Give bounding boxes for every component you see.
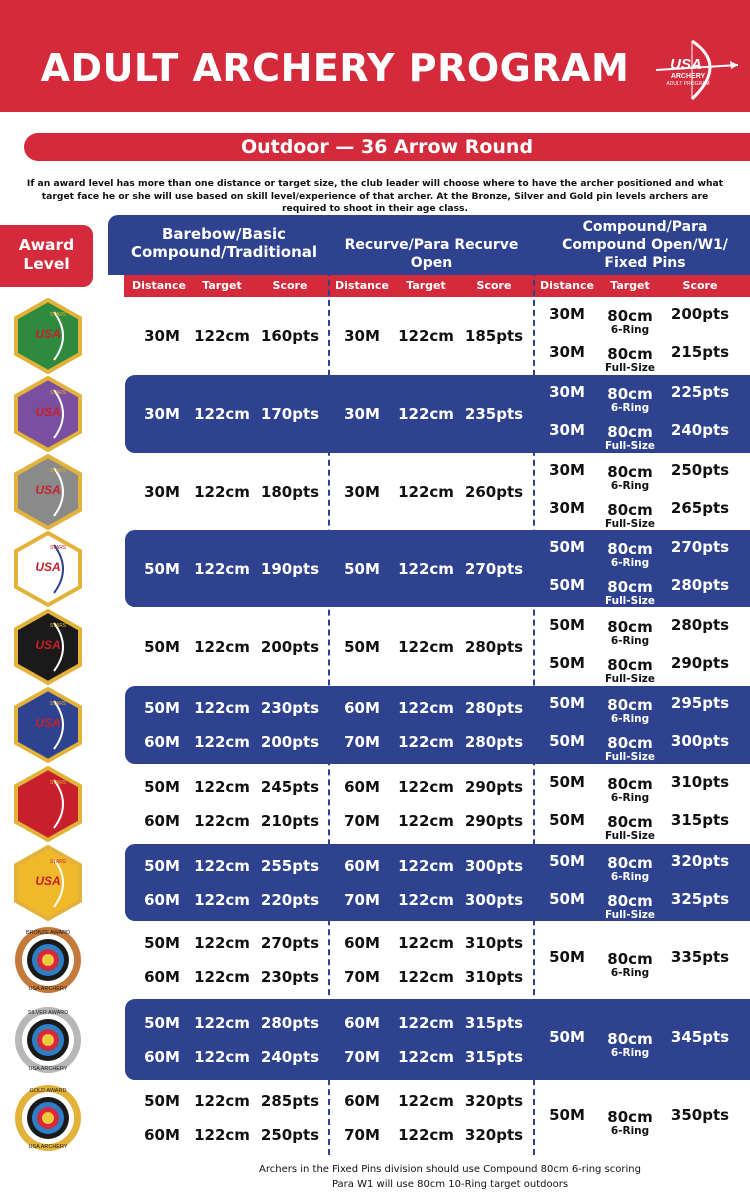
- compound-distance: 30M: [549, 460, 585, 479]
- recurve-distance: 70M: [344, 812, 380, 830]
- badge-usa-text: USA: [35, 795, 61, 809]
- compound-distance: 50M: [549, 773, 585, 791]
- recurve-score: 320pts: [464, 1091, 524, 1110]
- recurve-distance: 50M: [344, 559, 380, 578]
- barebow-score: 280pts: [260, 1013, 320, 1032]
- recurve-score: 310pts: [464, 968, 524, 986]
- recurve-score: 270pts: [464, 559, 524, 578]
- barebow-distance: 60M: [144, 1125, 180, 1144]
- badge-award-text: SILVER AWARD: [27, 1009, 69, 1016]
- badge-stars-text: STARS: [49, 390, 67, 396]
- recurve-target: 122cm: [398, 1013, 454, 1032]
- barebow-target: 122cm: [194, 778, 250, 796]
- badge-award-text: GOLD AWARD: [29, 1087, 67, 1094]
- recurve-distance: 30M: [344, 482, 380, 501]
- compound-score: 270pts: [670, 537, 730, 556]
- recurve-distance: 50M: [344, 637, 380, 656]
- barebow-distance: 30M: [144, 405, 180, 423]
- compound-score: 350pts: [670, 1105, 730, 1124]
- compound-score: 320pts: [670, 851, 730, 870]
- footer-note-2: Para W1 will use 80cm 10-Ring target outdoors: [331, 1179, 569, 1190]
- barebow-target: 122cm: [194, 733, 250, 751]
- recurve-target: 122cm: [398, 812, 454, 830]
- recurve-target: 122cm: [398, 856, 454, 875]
- target-size-value: 80cm: [607, 853, 653, 872]
- barebow-score: 245pts: [260, 778, 320, 796]
- recurve-target: 122cm: [398, 733, 454, 751]
- barebow-score: 180pts: [260, 482, 320, 501]
- badge-stars-text: STARS: [49, 467, 67, 474]
- target-face: Full-Size: [604, 517, 656, 530]
- col-header-target: Target: [610, 279, 650, 292]
- compound-distance: 30M: [549, 305, 585, 323]
- page-title: ADULT ARCHERY PROGRAM: [40, 46, 630, 90]
- barebow-distance: 30M: [144, 482, 180, 501]
- compound-distance: 50M: [549, 1105, 585, 1124]
- target-size-value: 80cm: [607, 1107, 653, 1126]
- recurve-distance: 60M: [344, 778, 380, 796]
- barebow-distance: 50M: [144, 856, 180, 875]
- target-size: [590, 386, 670, 414]
- target-face: Full-Size: [604, 672, 656, 685]
- badge-usa-text: USA: [35, 716, 61, 730]
- target-size: [590, 951, 670, 979]
- compound-score: 325pts: [670, 889, 730, 908]
- target-size: [590, 697, 670, 725]
- target-face: Full-Size: [604, 908, 656, 921]
- target-size: [590, 893, 670, 921]
- col-header-score: Score: [476, 279, 512, 292]
- award-hex-badge-icon: [14, 531, 82, 607]
- target-size-value: 80cm: [607, 617, 653, 636]
- target-face: 6-Ring: [610, 1046, 650, 1059]
- target-size-value: 80cm: [607, 891, 653, 910]
- round-banner: [24, 133, 750, 161]
- compound-score: 225pts: [670, 383, 730, 401]
- recurve-distance: 70M: [344, 1047, 380, 1066]
- target-face: 6-Ring: [610, 713, 650, 725]
- barebow-target: 122cm: [194, 934, 250, 952]
- target-size: [590, 346, 670, 374]
- compound-distance: 30M: [549, 343, 585, 361]
- col-header-score: Score: [272, 279, 308, 292]
- compound-score: 250pts: [670, 460, 730, 479]
- barebow-score: 250pts: [260, 1125, 320, 1144]
- group-recurve: Recurve/Para Recurve Open: [344, 237, 519, 271]
- barebow-score: 170pts: [260, 405, 320, 423]
- target-face: 6-Ring: [610, 870, 650, 883]
- target-size: [590, 776, 670, 804]
- badge-org-text: USA ARCHERY: [28, 1143, 68, 1150]
- compound-score: 335pts: [670, 948, 730, 966]
- target-face: 6-Ring: [610, 556, 650, 569]
- award-hex-badge-icon: [14, 609, 82, 685]
- barebow-score: 270pts: [260, 934, 320, 952]
- compound-distance: 30M: [549, 383, 585, 401]
- recurve-target: 122cm: [398, 934, 454, 952]
- target-size: [590, 424, 670, 452]
- barebow-target: 122cm: [194, 812, 250, 830]
- compound-distance: 50M: [549, 1027, 585, 1046]
- compound-distance: 50M: [549, 575, 585, 594]
- barebow-target: 122cm: [194, 1013, 250, 1032]
- barebow-score: 230pts: [260, 968, 320, 986]
- barebow-distance: 60M: [144, 812, 180, 830]
- target-size: [590, 855, 670, 883]
- compound-score: 240pts: [670, 421, 730, 439]
- award-label-line1: Award: [18, 236, 75, 254]
- recurve-distance: 60M: [344, 934, 380, 952]
- target-size: [590, 502, 670, 530]
- badge-usa-text: USA: [35, 482, 61, 497]
- award-target-badge-icon: [14, 1002, 82, 1078]
- target-size: [590, 1109, 670, 1137]
- badge-usa-text: USA: [35, 405, 61, 419]
- target-face: Full-Size: [604, 751, 656, 763]
- target-face: Full-Size: [604, 594, 656, 607]
- col-header-distance: Distance: [132, 279, 186, 292]
- target-size-value: 80cm: [607, 577, 653, 596]
- badge-org-text: USA ARCHERY: [28, 986, 68, 992]
- recurve-score: 290pts: [464, 812, 524, 830]
- recurve-score: 185pts: [464, 327, 524, 345]
- barebow-distance: 60M: [144, 968, 180, 986]
- target-size-value: 80cm: [607, 423, 653, 441]
- badge-stars-text: STARS: [49, 622, 67, 629]
- barebow-score: 200pts: [260, 733, 320, 751]
- target-face: Full-Size: [604, 362, 656, 374]
- col-header-distance: Distance: [335, 279, 389, 292]
- recurve-target: 122cm: [398, 890, 454, 909]
- target-face: 6-Ring: [610, 1124, 650, 1137]
- compound-score: 315pts: [670, 811, 730, 829]
- recurve-target: 122cm: [398, 482, 454, 501]
- award-label-line2: Level: [23, 255, 70, 273]
- award-note: If an award level has more than one distance or target size, the club leader will choose where to have the archer positioned and what target face he or she will use based on skill level/experience of that archer. At the Bronze, Silver and Gold pin levels archers are required to shoot in their age class.: [26, 178, 724, 214]
- col-header-target: Target: [406, 279, 446, 292]
- compound-distance: 50M: [549, 653, 585, 672]
- target-face: 6-Ring: [610, 967, 650, 979]
- recurve-distance: 70M: [344, 1125, 380, 1144]
- compound-distance: 50M: [549, 811, 585, 829]
- barebow-target: 122cm: [194, 405, 250, 423]
- target-size-value: 80cm: [607, 539, 653, 558]
- recurve-distance: 70M: [344, 968, 380, 986]
- barebow-target: 122cm: [194, 327, 250, 345]
- award-hex-badge-icon: [14, 454, 82, 530]
- recurve-score: 310pts: [464, 934, 524, 952]
- compound-distance: 30M: [549, 421, 585, 439]
- barebow-target: 122cm: [194, 1091, 250, 1110]
- recurve-score: 280pts: [464, 699, 524, 717]
- target-size-value: 80cm: [607, 500, 653, 519]
- barebow-distance: 60M: [144, 733, 180, 751]
- badge-stars-text: STARS: [49, 858, 67, 865]
- award-target-badge-icon: [14, 1080, 82, 1156]
- usa-archery-logo: [652, 35, 742, 105]
- recurve-score: 300pts: [464, 856, 524, 875]
- compound-distance: 50M: [549, 694, 585, 712]
- target-size-value: 80cm: [607, 734, 653, 752]
- recurve-distance: 60M: [344, 1013, 380, 1032]
- barebow-target: 122cm: [194, 699, 250, 717]
- target-face: 6-Ring: [610, 634, 650, 647]
- compound-score: 280pts: [670, 575, 730, 594]
- barebow-score: 255pts: [260, 856, 320, 875]
- target-size-value: 80cm: [607, 462, 653, 481]
- compound-distance: 50M: [549, 851, 585, 870]
- recurve-score: 300pts: [464, 890, 524, 909]
- recurve-distance: 60M: [344, 856, 380, 875]
- barebow-target: 122cm: [194, 1047, 250, 1066]
- compound-distance: 50M: [549, 948, 585, 966]
- target-size-value: 80cm: [607, 696, 653, 714]
- compound-score: 290pts: [670, 653, 730, 672]
- recurve-distance: 60M: [344, 1091, 380, 1110]
- recurve-target: 122cm: [398, 778, 454, 796]
- target-size: [590, 308, 670, 336]
- recurve-target: 122cm: [398, 968, 454, 986]
- compound-distance: 50M: [549, 615, 585, 634]
- target-size-value: 80cm: [607, 345, 653, 363]
- compound-distance: 30M: [549, 498, 585, 517]
- header-banner: [0, 0, 750, 112]
- target-size-value: 80cm: [607, 813, 653, 831]
- compound-score: 200pts: [670, 305, 730, 323]
- target-size-value: 80cm: [607, 1029, 653, 1048]
- col-header-score: Score: [682, 279, 718, 292]
- recurve-score: 280pts: [464, 637, 524, 656]
- target-size: [590, 464, 670, 492]
- recurve-score: 235pts: [464, 405, 524, 423]
- barebow-distance: 50M: [144, 699, 180, 717]
- target-size: [590, 735, 670, 763]
- recurve-score: 315pts: [464, 1013, 524, 1032]
- award-hex-badge-icon: [14, 687, 82, 763]
- barebow-score: 220pts: [260, 890, 320, 909]
- recurve-target: 122cm: [398, 637, 454, 656]
- compound-distance: 50M: [549, 889, 585, 908]
- barebow-distance: 50M: [144, 559, 180, 578]
- barebow-score: 210pts: [260, 812, 320, 830]
- barebow-target: 122cm: [194, 559, 250, 578]
- recurve-score: 280pts: [464, 733, 524, 751]
- recurve-target: 122cm: [398, 699, 454, 717]
- barebow-distance: 30M: [144, 327, 180, 345]
- target-face: 6-Ring: [610, 402, 650, 414]
- target-size: [590, 619, 670, 647]
- logo-adult: ADULT PROGRAM: [666, 81, 710, 87]
- barebow-target: 122cm: [194, 637, 250, 656]
- award-hex-badge-icon: [14, 766, 82, 842]
- recurve-target: 122cm: [398, 1091, 454, 1110]
- target-size-value: 80cm: [607, 775, 653, 793]
- badge-usa-text: USA: [35, 637, 61, 652]
- compound-distance: 50M: [549, 537, 585, 556]
- barebow-distance: 50M: [144, 778, 180, 796]
- barebow-score: 285pts: [260, 1091, 320, 1110]
- recurve-distance: 60M: [344, 699, 380, 717]
- award-target-badge-icon: [14, 922, 82, 998]
- award-hex-badge-icon: [14, 376, 82, 452]
- barebow-target: 122cm: [194, 968, 250, 986]
- recurve-target: 122cm: [398, 1125, 454, 1144]
- recurve-distance: 70M: [344, 733, 380, 751]
- target-face: 6-Ring: [610, 324, 650, 336]
- award-hex-badge-icon: [14, 298, 82, 374]
- compound-score: 310pts: [670, 773, 730, 791]
- compound-score: 215pts: [670, 343, 730, 361]
- recurve-target: 122cm: [398, 1047, 454, 1066]
- target-face: 6-Ring: [610, 479, 650, 492]
- recurve-target: 122cm: [398, 559, 454, 578]
- recurve-target: 122cm: [398, 405, 454, 423]
- barebow-score: 160pts: [260, 327, 320, 345]
- award-level-label: [0, 225, 93, 287]
- logo-usa: USA: [670, 56, 702, 73]
- recurve-distance: 70M: [344, 890, 380, 909]
- barebow-distance: 60M: [144, 890, 180, 909]
- award-hex-badge-icon: [14, 845, 82, 921]
- target-size: [590, 579, 670, 607]
- badge-stars-text: STARS: [49, 312, 67, 318]
- barebow-score: 200pts: [260, 637, 320, 656]
- barebow-score: 240pts: [260, 1047, 320, 1066]
- recurve-distance: 30M: [344, 327, 380, 345]
- col-header-distance: Distance: [540, 279, 594, 292]
- compound-score: 265pts: [670, 498, 730, 517]
- target-size: [590, 541, 670, 569]
- target-size-value: 80cm: [607, 655, 653, 674]
- barebow-distance: 50M: [144, 934, 180, 952]
- recurve-score: 315pts: [464, 1047, 524, 1066]
- badge-usa-text: USA: [35, 559, 61, 574]
- recurve-distance: 30M: [344, 405, 380, 423]
- badge-stars-text: STARS: [49, 780, 67, 786]
- group-barebow: Barebow/Basic Compound/Traditional: [130, 225, 318, 261]
- badge-usa-text: USA: [35, 873, 61, 888]
- compound-distance: 50M: [549, 732, 585, 750]
- compound-score: 295pts: [670, 694, 730, 712]
- badge-usa-text: USA: [35, 327, 61, 341]
- barebow-distance: 50M: [144, 1091, 180, 1110]
- target-face: Full-Size: [604, 830, 656, 842]
- group-compound: Compound/Para Compound Open/W1/ Fixed Pins: [562, 219, 728, 271]
- badge-award-text: BRONZE AWARD: [25, 930, 71, 936]
- barebow-target: 122cm: [194, 856, 250, 875]
- logo-archery: ARCHERY: [670, 73, 706, 80]
- target-size: [590, 1031, 670, 1059]
- barebow-distance: 60M: [144, 1047, 180, 1066]
- barebow-distance: 50M: [144, 1013, 180, 1032]
- round-title: Outdoor — 36 Arrow Round: [240, 136, 534, 158]
- recurve-score: 320pts: [464, 1125, 524, 1144]
- recurve-score: 260pts: [464, 482, 524, 501]
- barebow-target: 122cm: [194, 890, 250, 909]
- target-face: Full-Size: [604, 440, 656, 452]
- target-size-value: 80cm: [607, 307, 653, 325]
- barebow-score: 230pts: [260, 699, 320, 717]
- badge-org-text: USA ARCHERY: [28, 1065, 68, 1072]
- barebow-target: 122cm: [194, 1125, 250, 1144]
- barebow-distance: 50M: [144, 637, 180, 656]
- footer-note-1: Archers in the Fixed Pins division should use Compound 80cm 6-ring scoring: [259, 1164, 641, 1175]
- badge-stars-text: STARS: [49, 544, 67, 551]
- target-size-value: 80cm: [607, 385, 653, 403]
- target-size: [590, 657, 670, 685]
- compound-score: 300pts: [670, 732, 730, 750]
- barebow-target: 122cm: [194, 482, 250, 501]
- recurve-score: 290pts: [464, 778, 524, 796]
- col-header-target: Target: [202, 279, 242, 292]
- badge-stars-text: STARS: [49, 701, 67, 707]
- compound-score: 280pts: [670, 615, 730, 634]
- target-size: [590, 814, 670, 842]
- target-size-value: 80cm: [607, 950, 653, 968]
- recurve-target: 122cm: [398, 327, 454, 345]
- compound-score: 345pts: [670, 1027, 730, 1046]
- target-face: 6-Ring: [610, 792, 650, 804]
- barebow-score: 190pts: [260, 559, 320, 578]
